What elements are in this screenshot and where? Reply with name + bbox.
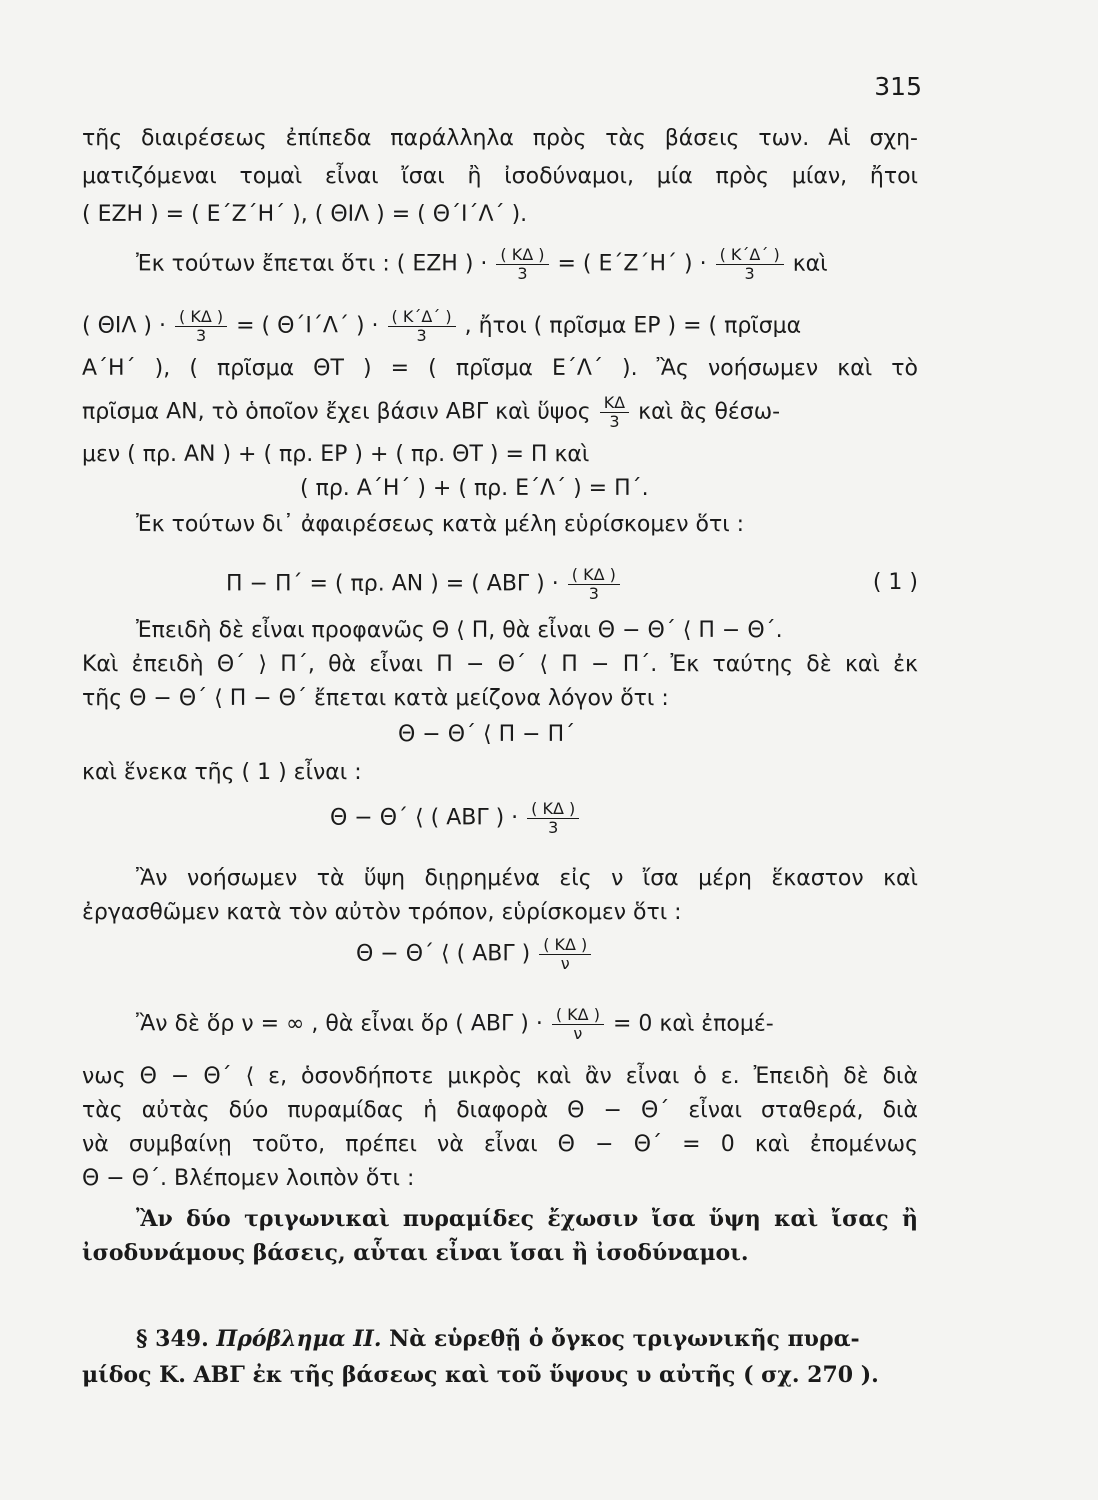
text-line: Καὶ ἐπειδὴ Θ΄ ⟩ Π΄, θὰ εἶναι Π − Θ΄ ⟨ Π − Π΄. Ἐκ ταύτης δὲ καὶ ἐκ — [82, 652, 918, 677]
text-line: νως Θ − Θ΄ ⟨ ε, ὁσονδήποτε μικρὸς καὶ ἂν εἶναι ὁ ε. Ἐπειδὴ δὲ διὰ — [82, 1064, 918, 1089]
fraction-numerator: ( Κ΄Δ΄ ) — [716, 246, 784, 265]
fraction-denominator: 3 — [609, 412, 620, 431]
fraction-numerator: ( ΚΔ ) — [496, 246, 548, 265]
text-line: καὶ ἕνεκα τῆς ( 1 ) εἶναι : — [82, 760, 362, 785]
text-line: τῆς διαιρέσεως ἐπίπεδα παράλληλα πρὸς τὰς βάσεις των. Αἱ σχη- — [82, 126, 918, 151]
equation-line — [136, 1006, 918, 1043]
text-line: νὰ συμβαίνῃ τοῦτο, πρέπει νὰ εἶναι Θ − Θ΄ = 0 καὶ ἐπομένως — [82, 1132, 918, 1157]
fraction — [496, 246, 548, 283]
equation-line — [330, 800, 918, 837]
section-number: § 349. — [136, 1326, 209, 1352]
theorem-line: ἰσοδυνάμους βάσεις, αὗται εἶναι ἴσαι ἢ ἰσοδύναμοι. — [82, 1240, 749, 1266]
section-title: Νὰ εὑρεθῇ ὁ ὄγκος τριγωνικῆς πυρα- — [389, 1326, 860, 1352]
text-segment: Ἂν δὲ ὅρ ν = ∞ , θὰ εἶναι ὅρ ( ΑΒΓ ) · — [136, 1011, 543, 1037]
text-segment: = 0 καὶ ἐπομέ- — [612, 1011, 774, 1037]
text-segment: ( ΘΙΛ ) · — [82, 313, 166, 339]
fraction-numerator: ( Κ΄Δ΄ ) — [388, 308, 456, 327]
fraction — [527, 800, 579, 837]
fraction-denominator: ν — [573, 1024, 583, 1043]
fraction — [175, 308, 227, 345]
text-segment: Θ − Θ΄ ⟨ ( ΑΒΓ ) — [356, 941, 531, 967]
fraction — [539, 936, 591, 973]
text-line: τῆς Θ − Θ΄ ⟨ Π − Θ΄ ἔπεται κατὰ μείζονα λόγον ὅτι : — [82, 686, 669, 711]
fraction — [600, 394, 629, 431]
text-line: ἐργασθῶμεν κατὰ τὸν αὐτὸν τρόπον, εὑρίσκομεν ὅτι : — [82, 900, 682, 925]
section-heading — [136, 1322, 918, 1356]
equation-line — [356, 936, 918, 973]
equation-line — [82, 308, 918, 345]
equation-line — [226, 566, 918, 603]
text-line: ( ΕΖΗ ) = ( Ε΄Ζ΄Η΄ ), ( ΘΙΛ ) = ( Θ΄Ι΄Λ΄ ). — [82, 202, 528, 227]
fraction-numerator: ( ΚΔ ) — [552, 1006, 604, 1025]
fraction-denominator: 3 — [517, 264, 528, 283]
section-title-cont: μίδος Κ. ΑΒΓ ἐκ τῆς βάσεως καὶ τοῦ ὕψους υ αὐτῆς ( σχ. 270 ). — [82, 1362, 879, 1388]
text-line: ματιζόμεναι τομαὶ εἶναι ἴσαι ἢ ἰσοδύναμοι, μία πρὸς μίαν, ἤτοι — [82, 164, 918, 189]
fraction-denominator: 3 — [548, 818, 559, 837]
text-line: Ἐκ τούτων δι᾽ ἀφαιρέσεως κατὰ μέλη εὑρίσκομεν ὅτι : — [136, 512, 745, 537]
text-segment: Θ − Θ΄ ⟨ ( ΑΒΓ ) · — [330, 805, 519, 831]
page-number: 315 — [874, 72, 922, 101]
text-line: Α΄Η΄ ), ( πρῖσμα ΘΤ ) = ( πρῖσμα Ε΄Λ΄ ). Ἂς νοήσωμεν καὶ τὸ — [82, 356, 918, 381]
text-line: τὰς αὐτὰς δύο πυραμίδας ἡ διαφορὰ Θ − Θ΄ εἶναι σταθερά, διὰ — [82, 1098, 918, 1123]
text-line: μεν ( πρ. ΑΝ ) + ( πρ. ΕΡ ) + ( πρ. ΘΤ ) = Π καὶ — [82, 442, 590, 467]
text-line: Θ − Θ΄ ⟨ Π − Π΄ — [398, 722, 576, 747]
fraction-numerator: ( ΚΔ ) — [527, 800, 579, 819]
fraction — [552, 1006, 604, 1043]
theorem-line: Ἂν δύο τριγωνικαὶ πυραμίδες ἔχωσιν ἴσα ὕψη καὶ ἴσας ἢ — [136, 1206, 918, 1232]
text-segment: Π − Π΄ = ( πρ. ΑΝ ) = ( ΑΒΓ ) · — [226, 571, 559, 597]
text-line: ( πρ. Α΄Η΄ ) + ( πρ. Ε΄Λ΄ ) = Π΄. — [300, 476, 649, 501]
text-segment: πρῖσμα ΑΝ, τὸ ὁποῖον ἔχει βάσιν ΑΒΓ καὶ ὕψος — [82, 399, 591, 425]
fraction — [716, 246, 784, 283]
equation-line — [82, 394, 918, 431]
fraction-denominator: 3 — [744, 264, 755, 283]
fraction-numerator: ( ΚΔ ) — [175, 308, 227, 327]
fraction-denominator: 3 — [195, 326, 207, 345]
text-segment: , ἤτοι ( πρῖσμα ΕΡ ) = ( πρῖσμα — [464, 313, 802, 339]
text-segment: = ( Ε΄Ζ΄Η΄ ) · — [557, 251, 707, 277]
fraction — [388, 308, 456, 345]
section-label: Πρόβλημα ΙΙ. — [216, 1326, 382, 1352]
text-line: Ἂν νοήσωμεν τὰ ὕψη διῃρημένα εἰς ν ἴσα μέρη ἕκαστον καὶ — [136, 866, 918, 891]
text-segment: Ἐκ τούτων ἔπεται ὅτι : ( ΕΖΗ ) · — [136, 251, 488, 277]
text-segment: καὶ — [792, 251, 828, 277]
fraction — [568, 566, 620, 603]
fraction-numerator: ( ΚΔ ) — [568, 566, 620, 585]
fraction-denominator: 3 — [588, 584, 599, 603]
fraction-numerator: ΚΔ — [600, 394, 629, 413]
equation-line — [136, 246, 918, 283]
equation-number: ( 1 ) — [872, 570, 918, 595]
text-segment: καὶ ἂς θέσω- — [638, 399, 781, 425]
fraction-denominator: 3 — [416, 326, 427, 345]
fraction-denominator: ν — [560, 954, 570, 973]
fraction-numerator: ( ΚΔ ) — [539, 936, 591, 955]
text-line: Θ − Θ΄. Βλέπομεν λοιπὸν ὅτι : — [82, 1166, 415, 1191]
text-line: Ἐπειδὴ δὲ εἶναι προφανῶς Θ ⟨ Π, θὰ εἶναι Θ − Θ΄ ⟨ Π − Θ΄. — [136, 618, 783, 643]
text-segment: = ( Θ΄Ι΄Λ΄ ) · — [236, 313, 379, 339]
